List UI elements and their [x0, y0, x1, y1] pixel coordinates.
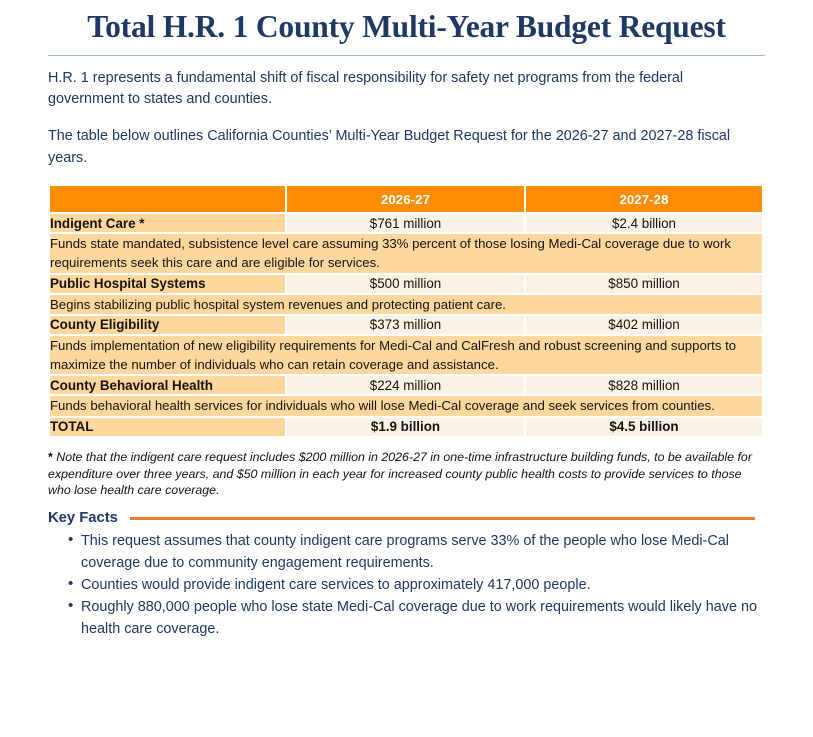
- list-item: [48, 596, 765, 640]
- list-item-text: Roughly 880,000 people who lose state Medi-Cal coverage due to work requirements would likely have no health care coverage.: [81, 599, 757, 638]
- column-header-fy-2027-28: 2027-28: [526, 186, 762, 212]
- table-description-row: [50, 234, 762, 273]
- bullet-icon: •: [68, 531, 74, 549]
- row-description: Funds behavioral health services for individuals who will lose Medi-Cal coverage and seek services from counties.: [50, 396, 762, 415]
- table-footnote: [48, 438, 765, 500]
- table-description-row: [50, 295, 762, 314]
- table-row: [50, 376, 762, 394]
- table-total-row: [50, 418, 762, 436]
- list-item: [48, 530, 765, 574]
- footnote-marker: *: [48, 449, 53, 464]
- key-facts-heading: Key Facts: [48, 510, 118, 527]
- table-row: [50, 316, 762, 334]
- row-value-2027-28: $828 million: [526, 376, 762, 394]
- row-description: Begins stabilizing public hospital system revenues and protecting patient care.: [50, 295, 762, 314]
- column-header-fy-2026-27: 2026-27: [287, 186, 524, 212]
- key-facts-divider: [130, 517, 755, 520]
- table-description-row: [50, 336, 762, 375]
- intro-paragraph-1: H.R. 1 represents a fundamental shift of fiscal responsibility for safety net programs from the federal government to states and counties.: [48, 69, 684, 108]
- table-header: [50, 186, 762, 212]
- total-value-2026-27: $1.9 billion: [287, 418, 524, 436]
- row-value-2026-27: $761 million: [287, 214, 524, 232]
- row-label: County Behavioral Health: [50, 376, 285, 394]
- footnote-text: Note that the indigent care request includes $200 million in 2026-27 in one-time infrastructure building funds, to be available for expenditure over three years, and $50 million in each year for increased county public health costs to provide services to those who lose health care coverage.: [48, 449, 752, 498]
- row-value-2027-28: $850 million: [526, 275, 762, 293]
- row-label-total: TOTAL: [50, 418, 285, 436]
- bullet-icon: •: [68, 575, 74, 593]
- table-row: [50, 275, 762, 293]
- row-value-2027-28: $2.4 billion: [526, 214, 762, 232]
- intro-paragraph-2: The table below outlines California Counties’ Multi-Year Budget Request for the 2026-27 and 2027-28 fiscal years.: [48, 128, 731, 167]
- row-description: Funds state mandated, subsistence level care assuming 33% percent of those losing Medi-Cal coverage due to work requirements seek this care and are eligible for services.: [50, 234, 762, 273]
- budget-request-table: [48, 184, 764, 438]
- bullet-icon: •: [68, 597, 74, 615]
- key-facts-header: [48, 499, 765, 526]
- table-body: [50, 214, 762, 436]
- list-item-text: Counties would provide indigent care services to approximately 417,000 people.: [81, 577, 591, 594]
- row-label: County Eligibility: [50, 316, 285, 334]
- table-row: [50, 214, 762, 232]
- row-label: Indigent Care *: [50, 214, 285, 232]
- table-header-row: [50, 186, 762, 212]
- table-description-row: [50, 396, 762, 415]
- total-value-2027-28: $4.5 billion: [526, 418, 762, 436]
- page-title: Total H.R. 1 County Multi-Year Budget Request: [87, 9, 726, 44]
- list-item-text: This request assumes that county indigent care programs serve 33% of the people who lose Medi-Cal coverage due to community engagement requirements.: [81, 533, 729, 572]
- row-label: Public Hospital Systems: [50, 275, 285, 293]
- row-value-2026-27: $500 million: [287, 275, 524, 293]
- row-value-2027-28: $402 million: [526, 316, 762, 334]
- row-value-2026-27: $224 million: [287, 376, 524, 394]
- list-item: [48, 574, 765, 596]
- column-header-program: [50, 186, 285, 212]
- row-description: Funds implementation of new eligibility requirements for Medi-Cal and CalFresh and robust screening and supports to maximize the number of individuals who can retain coverage and assistance.: [50, 336, 762, 375]
- row-value-2026-27: $373 million: [287, 316, 524, 334]
- key-facts-list: [48, 526, 765, 640]
